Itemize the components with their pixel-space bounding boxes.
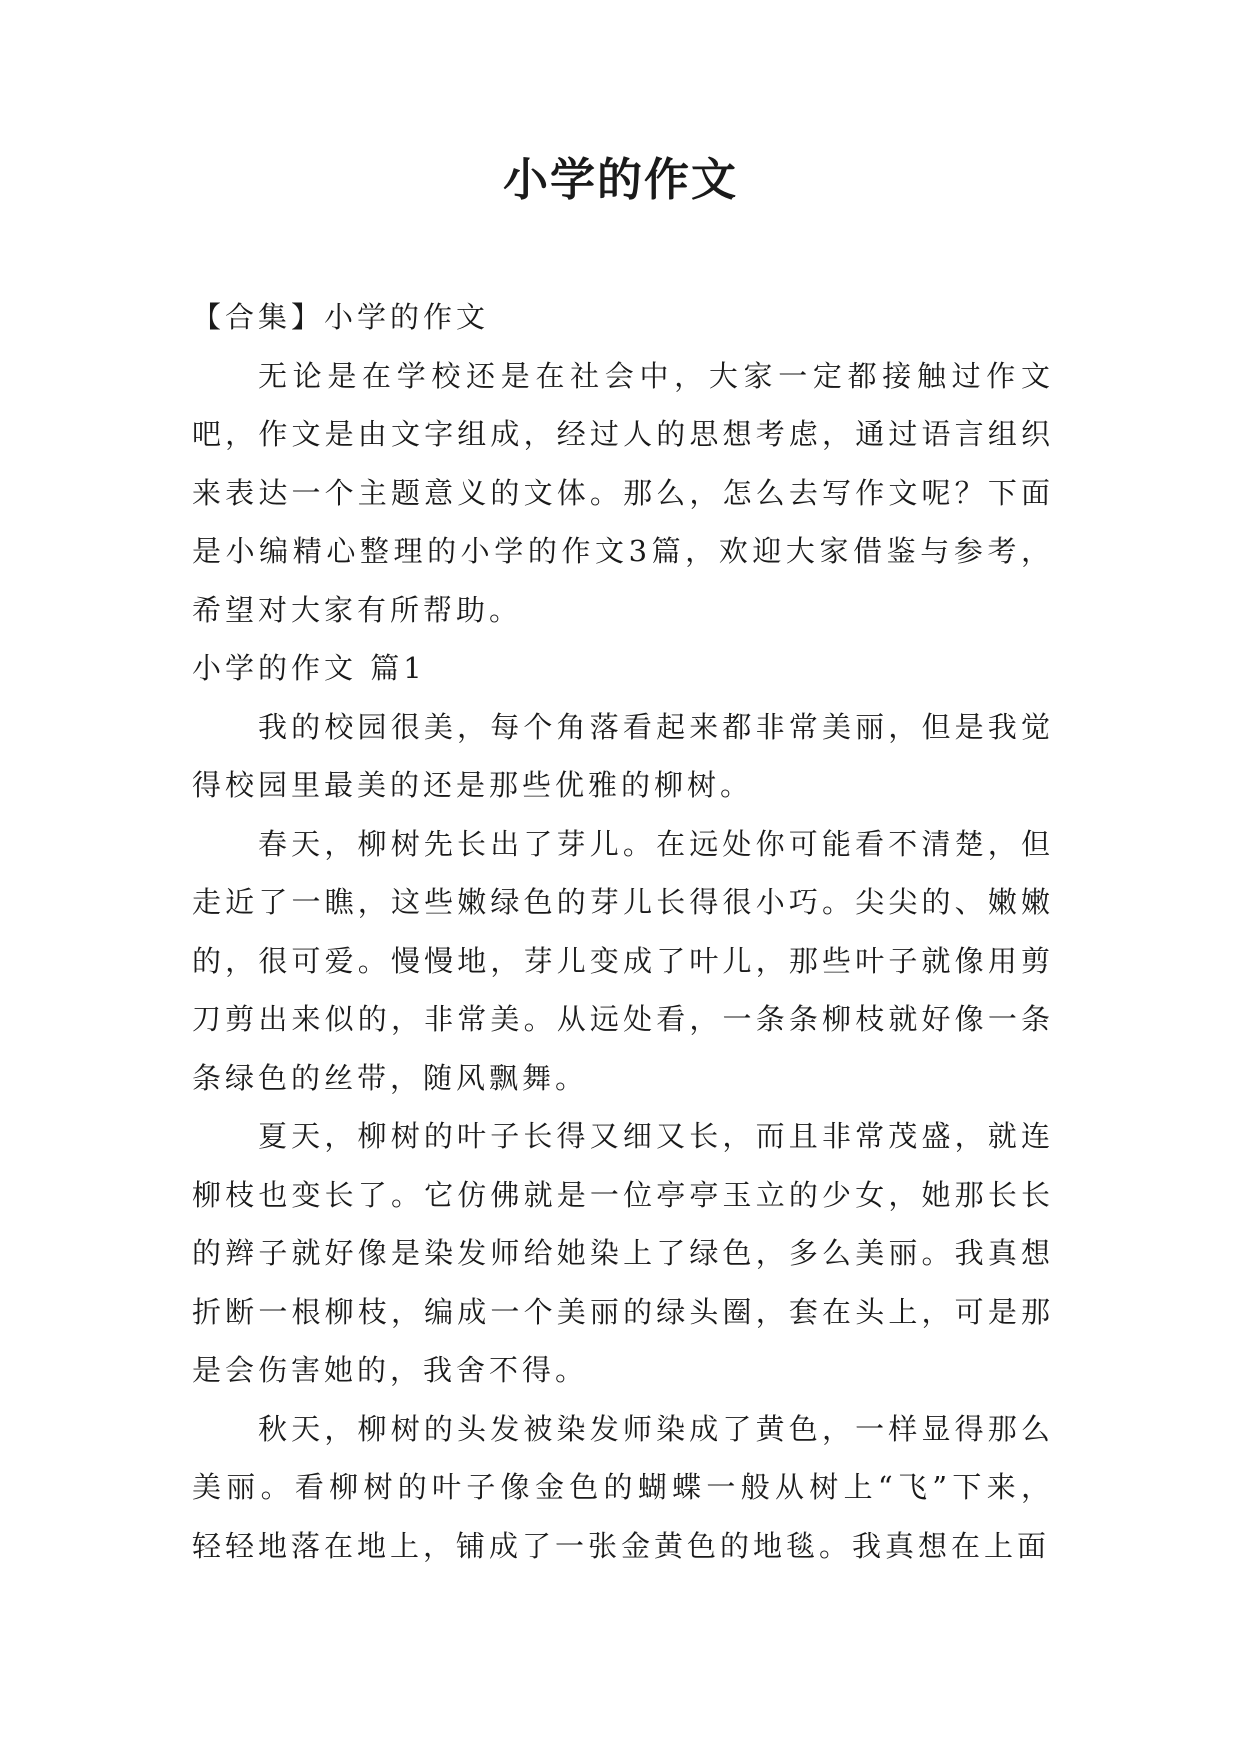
body-paragraph-2: 春天，柳树先长出了芽儿。在远处你可能看不清楚，但走近了一瞧，这些嫩绿色的芽儿长得很小巧。尖尖的、嫩嫩的，很可爱。慢慢地，芽儿变成了叶儿，那些叶子就像用剪刀剪出来似的，非常美。从远处看，一条条柳枝就好像一条条绿色的丝带，随风飘舞。: [192, 826, 1054, 1095]
document-title: 小学的作文: [502, 153, 738, 206]
intro-paragraph: 无论是在学校还是在社会中，大家一定都接触过作文吧，作文是由文字组成，经过人的思想考虑，通过语言组织来表达一个主题意义的文体。那么，怎么去写作文呢？下面是小编精心整理的小学的作文3篇，欢迎大家借鉴与参考，希望对大家有所帮助。: [192, 358, 1054, 627]
body-paragraph-4: 秋天，柳树的头发被染发师染成了黄色，一样显得那么美丽。看柳树的叶子像金色的蝴蝶一般从树上“飞”下来，轻轻地落在地上，铺成了一张金黄色的地毯。我真想在上面: [192, 1411, 1054, 1563]
body-paragraph-1: 我的校园很美，每个角落看起来都非常美丽，但是我觉得校园里最美的还是那些优雅的柳树。: [192, 709, 1054, 802]
body-paragraph-3: 夏天，柳树的叶子长得又细又长，而且非常茂盛，就连柳枝也变长了。它仿佛就是一位亭亭玉立的少女，她那长长的辫子就好像是染发师给她染上了绿色，多么美丽。我真想折断一根柳枝，编成一个美丽的绿头圈，套在头上，可是那是会伤害她的，我舍不得。: [192, 1119, 1054, 1387]
document-body: [192, 288, 1054, 1575]
collection-heading: 【合集】小学的作文: [192, 300, 490, 334]
section-heading: 小学的作文 篇1: [192, 651, 426, 685]
